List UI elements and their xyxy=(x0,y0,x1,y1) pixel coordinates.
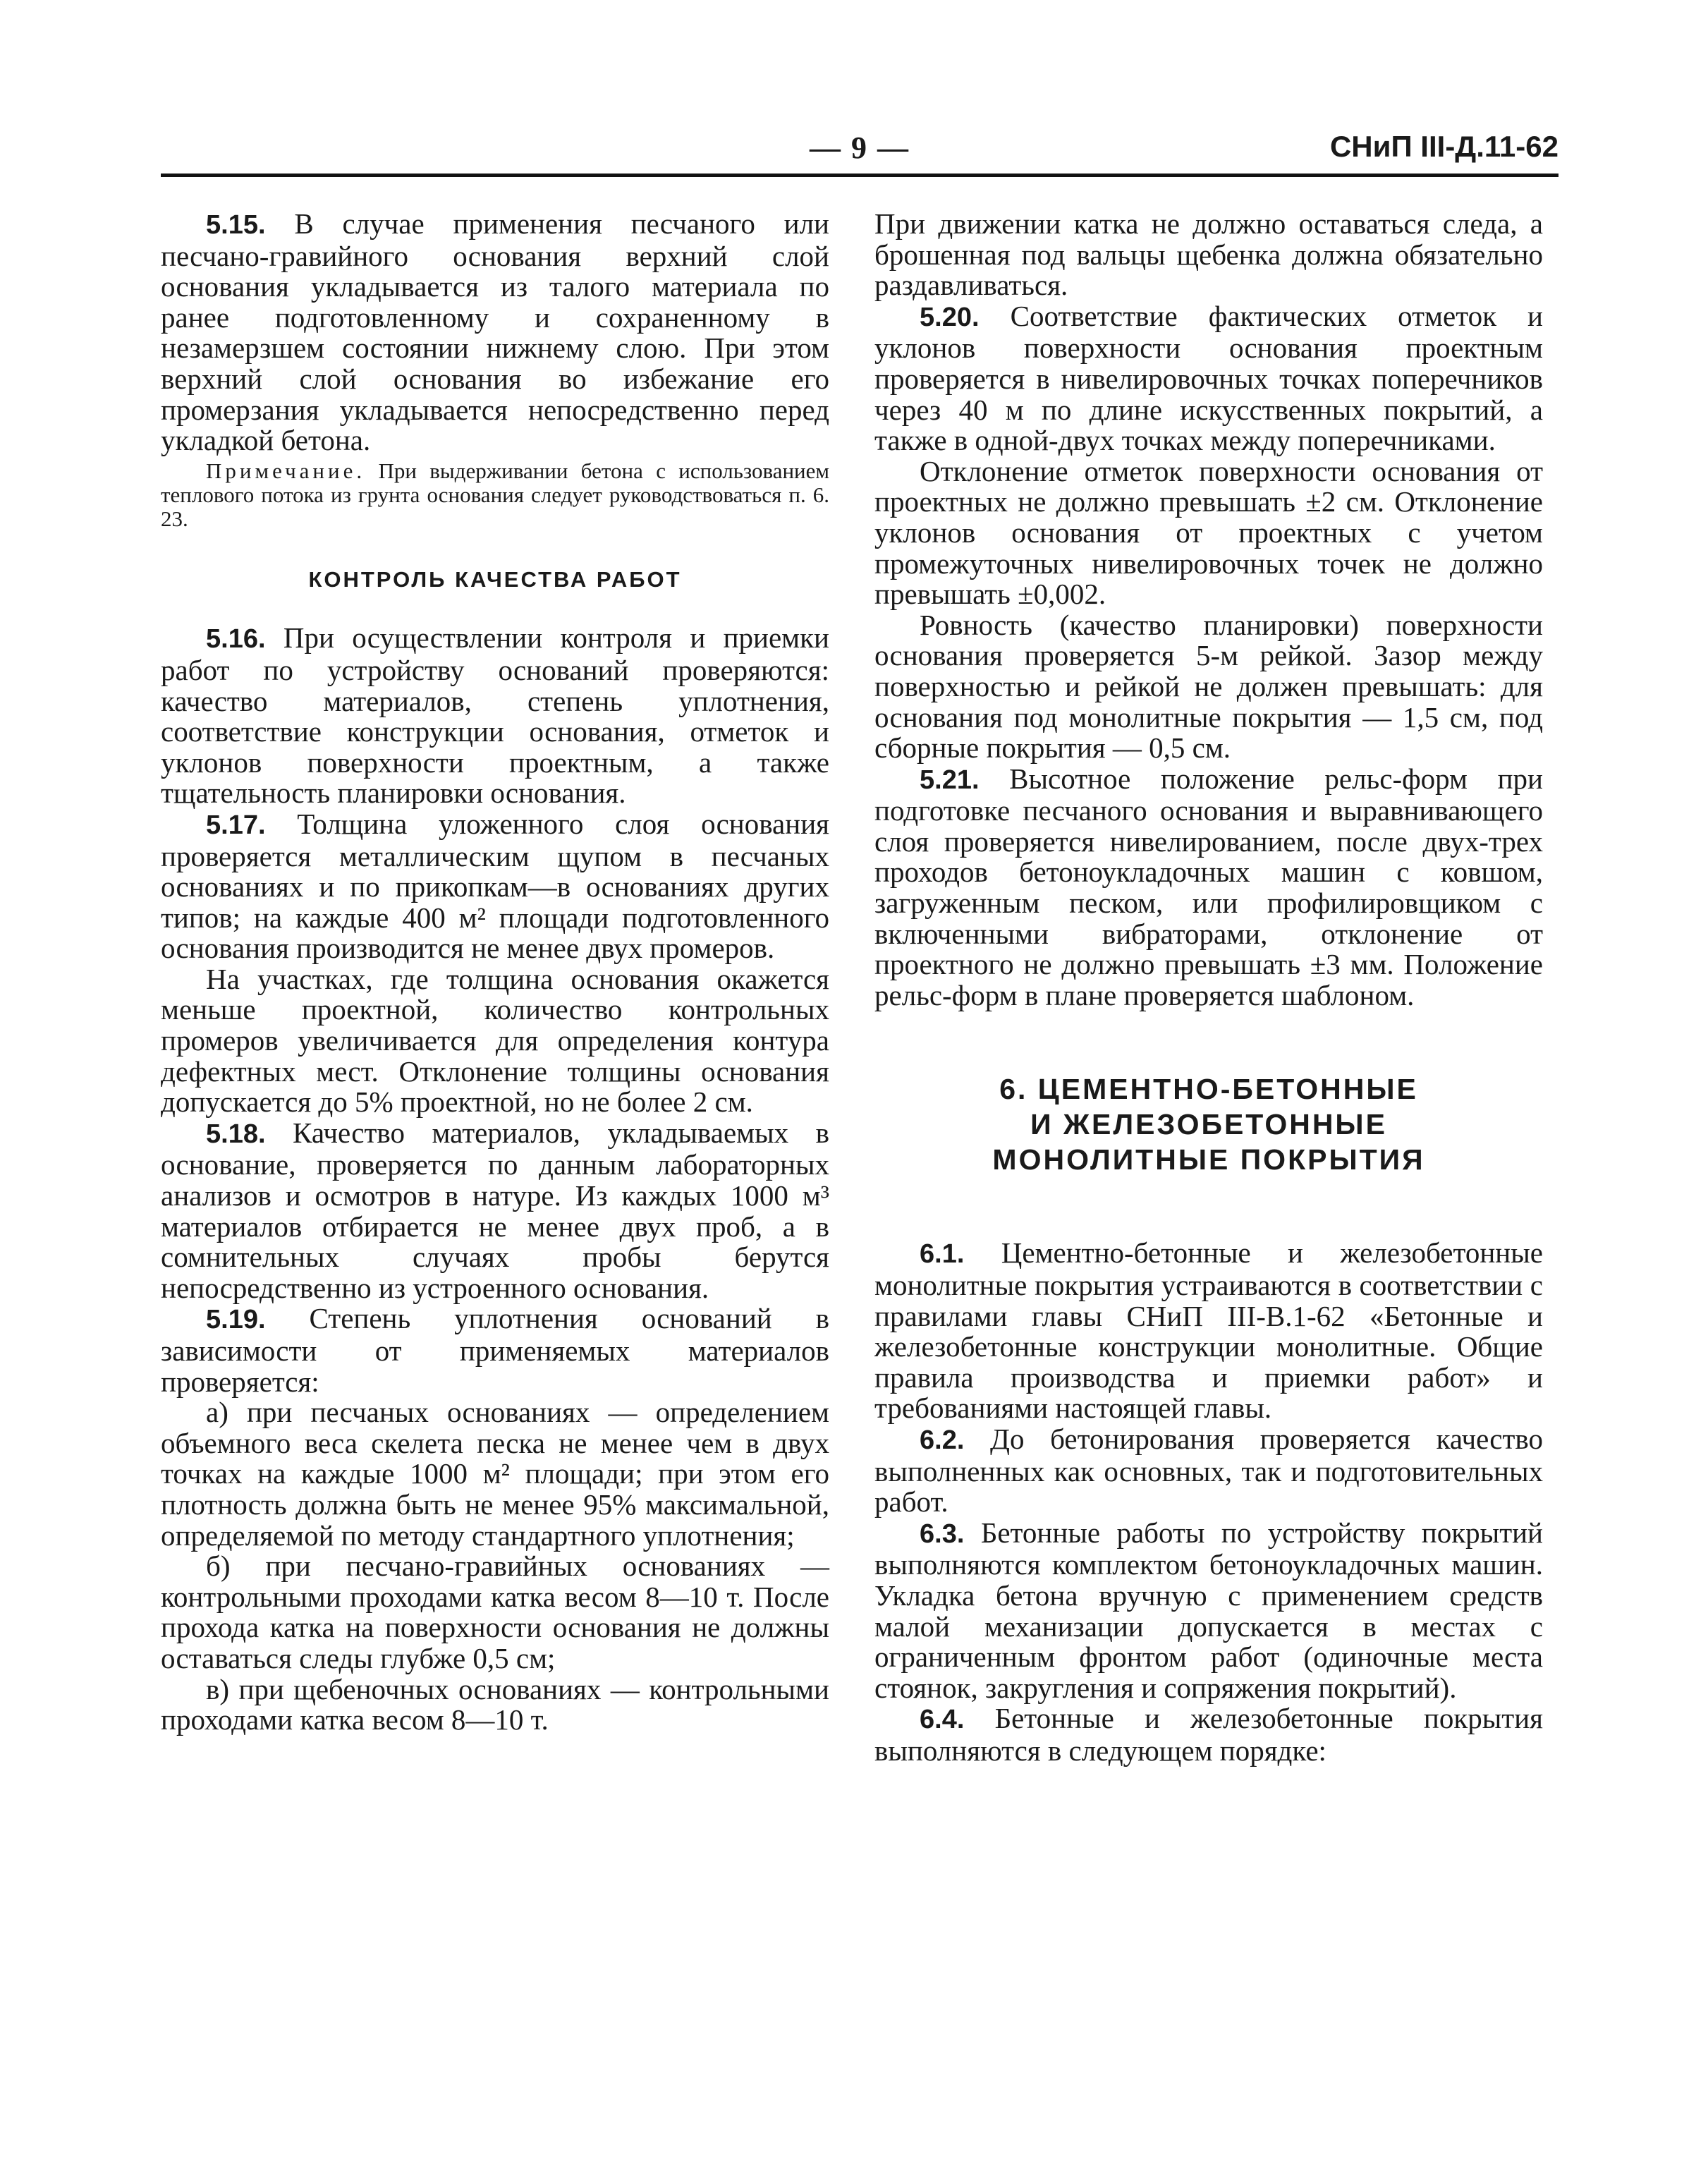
list-item-b: б) при песчано-гравийных основаниях — контрольными проходами катка весом 8—10 т. После прохода катка на поверхности основания не должны оставаться следы глубже 0,5 см; xyxy=(161,1550,829,1674)
note xyxy=(161,459,829,531)
paragraph-continuation: При движении катка не должно оставаться следа, а брошенная под вальцы щебенка должна обязательно раздавливаться. xyxy=(874,207,1543,302)
paragraph-text: В случае применения песчаного или песчано-гравийного основания верхний слой основания укладывается из талого материала по ранее подготовленному и сохраненному в незамерзшем состоянии нижнему слою. При этом верхний слой основания во избежание его промерзания укладывается непосредственно перед укладкой бетона. xyxy=(161,207,829,457)
document-code: СНиП III-Д.11-62 xyxy=(1329,130,1558,163)
paragraph-5-15 xyxy=(161,209,829,456)
clause-number: 5.15. xyxy=(206,210,266,240)
paragraph-5-20-deviation: Отклонение отметок поверхности основания от проектных не должно превышать ±2 см. Отклонение уклонов основания от проектных с учетом промежуточных нивелировочных точек не должно превышать ±0,002. xyxy=(874,454,1543,611)
left-column xyxy=(161,209,829,1736)
paragraph-6-1 xyxy=(874,1238,1543,1424)
paragraph-5-21 xyxy=(874,764,1543,1011)
paragraph-text: До бетонирования проверяется качество выполненных как основных, так и подготовительных работ. xyxy=(874,1423,1543,1519)
page-header xyxy=(161,120,1558,176)
clause-number: 5.19. xyxy=(206,1305,266,1335)
list-item-c: в) при щебеночных основаниях — контрольными проходами катка весом 8—10 т. xyxy=(161,1672,829,1736)
paragraph-text: Степень уплотнения оснований в зависимости от применяемых материалов проверяется: xyxy=(161,1302,829,1398)
note-label: Примечание. xyxy=(206,458,366,483)
clause-number: 6.1. xyxy=(920,1239,965,1270)
paragraph-5-17 xyxy=(161,809,829,964)
paragraph-text: Бетонные и железобетонные покрытия выполняются в следующем порядке: xyxy=(874,1702,1543,1767)
paragraph-text: Высотное положение рельс-форм при подготовке песчаного основания и выравнивающего слоя проверяется нивелированием, после двух-трех проходов бетоноукладочных машин с ковшом, загруженным песком, или профилировщиком с включенными вибраторами, отклонение от проектного не должно превышать ±3 мм. Положение рельс-форм в плане проверяется шаблоном. xyxy=(874,762,1544,1011)
clause-number: 5.17. xyxy=(206,810,266,840)
list-item-a: а) при песчаных основаниях — определением объемного веса скелета песка не менее чем в двух точках на каждые 1000 м² площади; при этом его плотность должна быть не менее 95% максимальной, определяемой по методу стандартного уплотнения; xyxy=(161,1396,829,1552)
paragraph-text: Бетонные работы по устройству покрытий выполняются комплектом бетоноукладочных машин. Укладка бетона вручную с применением средств малой механизации допускается в местах с ограниченным фронтом работ (одиночные места стоянок, закругления и сопряжения покрытий). xyxy=(874,1516,1543,1704)
paragraph-5-20-evenness: Ровность (качество планировки) поверхности основания проверяется 5-м рейкой. Зазор между поверхностью и рейкой не должен превышать: для основания под монолитные покрытия — 1,5 см, под сборные покрытия — 0,5 см. xyxy=(874,608,1543,765)
paragraph-text: Соответствие фактических отметок и уклонов поверхности основания проектным проверяется в нивелировочных точках поперечников через 40 м по длине искусственных покрытий, а также в одной-двух точках между поперечниками. xyxy=(874,299,1543,457)
section-heading: КОНТРОЛЬ КАЧЕСТВА РАБОТ xyxy=(308,566,682,592)
paragraph-5-17-continued: На участках, где толщина основания окажется меньше проектной, количество контрольных промеров увеличивается для определения контура дефектных мест. Отклонение толщины основания допускается до 5% проектной, но не более 2 см. xyxy=(161,962,829,1119)
paragraph-text: Толщина уложенного слоя основания проверяется металлическим щупом в песчаных основаниях и по прикопкам—в основаниях других типов; на каждые 400 м² площади подготовленного основания производится не менее двух промеров. xyxy=(161,807,829,965)
paragraph-5-20 xyxy=(874,301,1543,456)
paragraph-6-4 xyxy=(874,1703,1543,1766)
clause-number: 6.3. xyxy=(920,1519,965,1549)
right-column xyxy=(874,209,1543,1767)
clause-number: 5.18. xyxy=(206,1119,266,1149)
header-rule xyxy=(161,174,1558,177)
clause-number: 5.21. xyxy=(920,765,980,795)
clause-number: 6.2. xyxy=(920,1425,965,1455)
clause-number: 6.4. xyxy=(920,1705,965,1735)
paragraph-text: Цементно-бетонные и железобетонные монолитные покрытия устраиваются в соответствии с правилами главы СНиП III-В.1-62 «Бетонные и железобетонные конструкции монолитные. Общие правила производства и приемки работ» и требованиями настоящей главы. xyxy=(874,1236,1543,1425)
chapter-title-line: 6. ЦЕМЕНТНО-БЕТОННЫЕ xyxy=(999,1073,1418,1106)
paragraph-5-16 xyxy=(161,623,829,809)
paragraph-text: При осуществлении контроля и приемки работ по устройству оснований проверяются: качество материалов, степень уплотнения, соответствие конструкции основания, отметок и уклонов поверхности проектным, а также тщательность планировки основания. xyxy=(161,621,829,810)
paragraph-6-2 xyxy=(874,1424,1543,1518)
clause-number: 5.20. xyxy=(920,302,980,332)
chapter-title xyxy=(874,1071,1543,1177)
page-number: — 9 — xyxy=(810,130,910,165)
paragraph-5-18 xyxy=(161,1118,829,1304)
note-text: При выдерживании бетона с использованием теплового потока из грунта основания следует руководствоваться п. 6. 23. xyxy=(161,458,830,531)
chapter-title-line: МОНОЛИТНЫЕ ПОКРЫТИЯ xyxy=(992,1143,1425,1176)
paragraph-text: Качество материалов, укладываемых в основание, проверяется по данным лабораторных анализов и осмотров в натуре. Из каждых 1000 м³ материалов отбирается не менее двух проб, а в сомнительных случаях пробы берутся непосредственно из устроенного основания. xyxy=(161,1116,829,1304)
paragraph-6-3 xyxy=(874,1518,1543,1704)
paragraph-5-19 xyxy=(161,1303,829,1397)
clause-number: 5.16. xyxy=(206,624,266,655)
chapter-title-line: И ЖЕЛЕЗОБЕТОННЫЕ xyxy=(1030,1108,1387,1141)
